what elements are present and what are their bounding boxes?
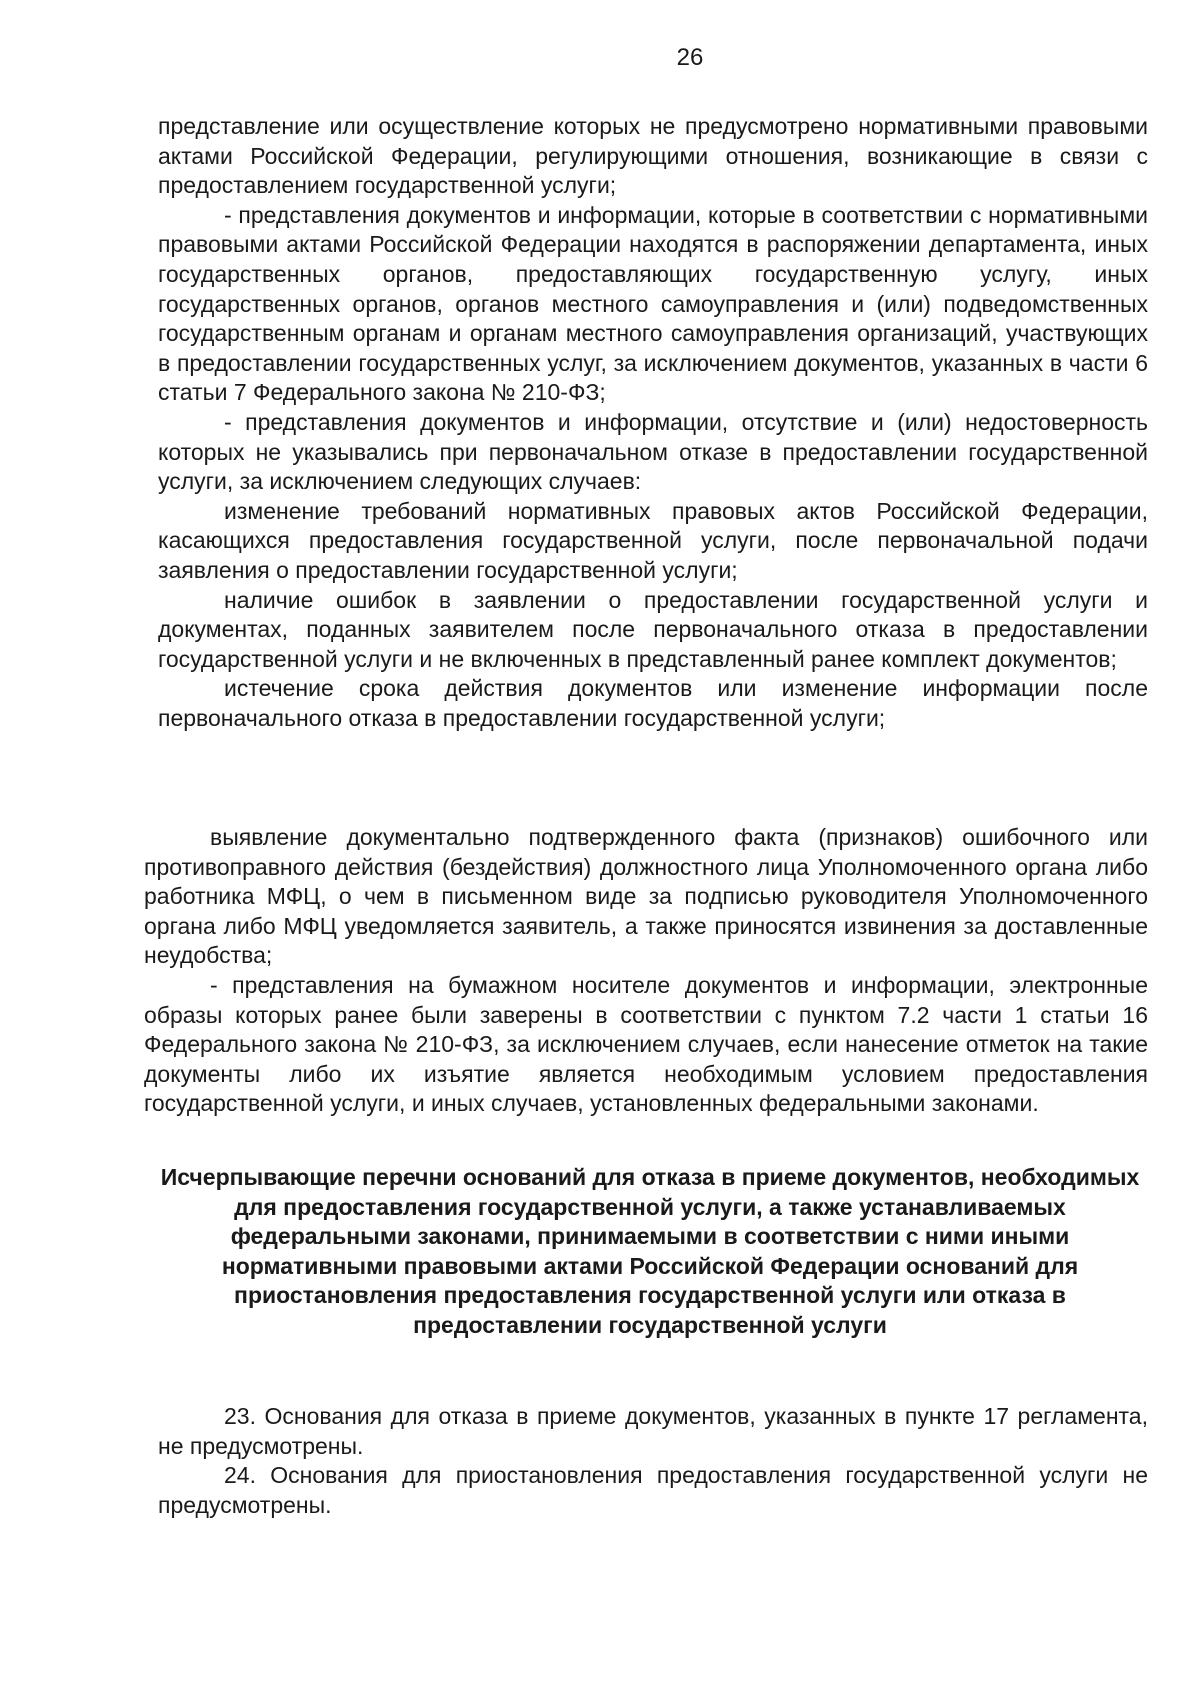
body-text-lower — [144, 823, 1148, 1119]
paragraph: истечение срока действия документов или изменение информации после первоначального отказа в предоставлении государственной услуги; — [158, 675, 1148, 731]
numbered-item: 23. Основания для отказа в приеме документов, указанных в пункте 17 регламента, не предусмотрены. — [158, 1403, 1148, 1459]
paragraph: изменение требований нормативных правовых актов Российской Федерации, касающихся предоставления государственной услуги, после первоначальной подачи заявления о предоставлении государственной услуги; — [158, 497, 1148, 583]
paragraph: представление или осуществление которых не предусмотрено нормативными правовыми актами Российской Федерации, регулирующими отношения, возникающие в связи с предоставлением государственной услуги; — [158, 113, 1148, 199]
paragraph: - представления на бумажном носителе документов и информации, электронные образы которых ранее были заверены в соответствии с пунктом 7.2 части 1 статьи 16 Федерального закона № 210-ФЗ, за исключением случаев, если нанесение отметок на такие документы либо их изъятие является необходимым условием предоставления государственной услуги, и иных случаев, установленных федеральными законами. — [144, 971, 1148, 1117]
numbered-item: 24. Основания для приостановления предоставления государственной услуги не предусмотрены. — [158, 1462, 1148, 1518]
paragraph: - представления документов и информации, которые в соответствии с нормативными правовыми актами Российской Федерации находятся в распоряжении департамента, иных государственных органов, предоставляющих государственную услугу, иных государственных органов, органов местного самоуправления и (или) подведомственных государственным органам и органам местного самоуправления организаций, участвующих в предоставлении государственных услуг, за исключением документов, указанных в части 6 статьи 7 Федерального закона № 210-ФЗ; — [158, 201, 1148, 406]
paragraph: - представления документов и информации, отсутствие и (или) недостоверность которых не указывались при первоначальном отказе в предоставлении государственной услуги, за исключением следующих случаев: — [158, 408, 1148, 495]
body-text-upper — [158, 112, 1148, 733]
page-number: 26 — [676, 44, 704, 71]
paragraph: наличие ошибок в заявлении о предоставлении государственной услуги и документах, поданных заявителем после первоначального отказа в предоставлении государственной услуги и не включенных в представленный ранее комплект документов; — [158, 586, 1148, 672]
section-heading: Исчерпывающие перечни оснований для отказа в приеме документов, необходимых для предоставления государственной услуги, а также устанавливаемых федеральными законами, принимаемыми в соответствии с ними иными нормативными правовыми актами Российской Федерации оснований для приостановления предоставления государственной услуги или отказа в предоставлении государственной услуги — [160, 1164, 1140, 1338]
section-items — [158, 1402, 1148, 1520]
paragraph: выявление документально подтвержденного факта (признаков) ошибочного или противоправного действия (бездействия) должностного лица Уполномоченного органа либо работника МФЦ, о чем в письменном виде за подписью руководителя Уполномоченного органа либо МФЦ уведомляется заявитель, а также приносятся извинения за доставленные неудобства; — [144, 824, 1148, 969]
